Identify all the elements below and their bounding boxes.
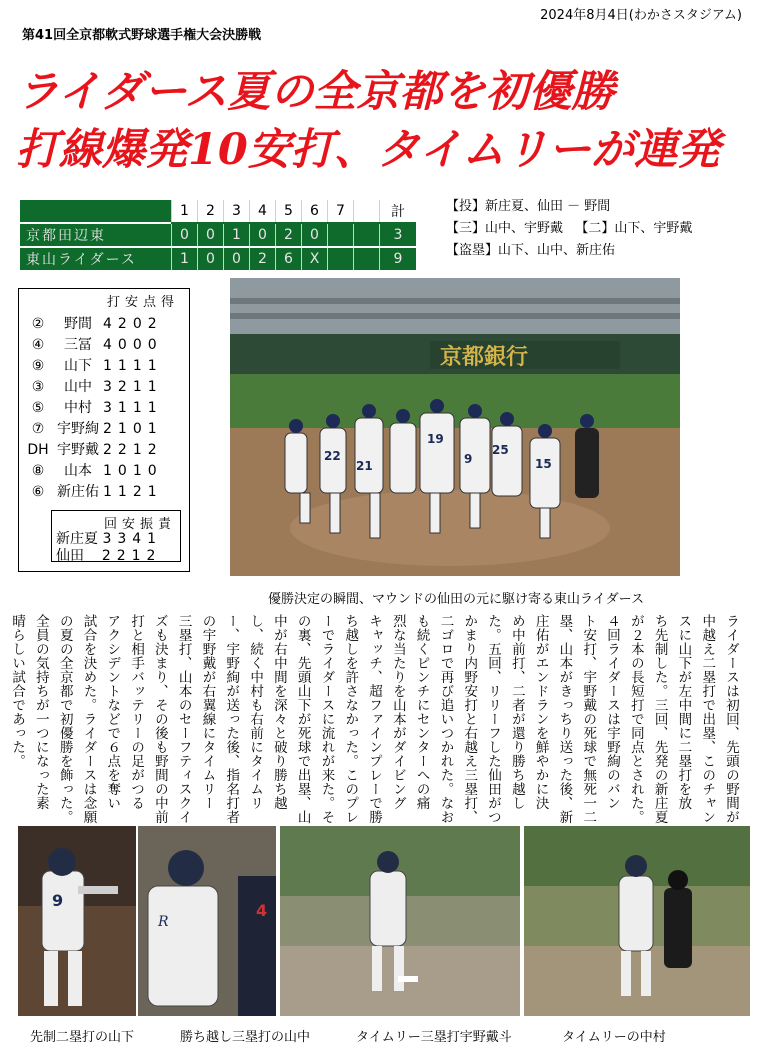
article-line: 試合を決めた。ライダースは念願 [80, 614, 97, 824]
batter-name: 宇野絢 [57, 421, 99, 437]
jersey-number: 4 [256, 901, 268, 920]
celebration-photo [230, 278, 680, 576]
pitching-stats-box [51, 510, 181, 562]
inning-score: 2 [276, 223, 302, 247]
batter-stats: 1010 [103, 463, 163, 479]
article-line: ト安打、宇野戴の死球で無死一二 [580, 614, 597, 824]
photo-yamanaka-illustration [138, 826, 276, 1016]
caption-nakamura: タイムリーの中村 [562, 1030, 666, 1045]
batter-name: 山本 [64, 463, 92, 479]
article-line: かまり内野安打と右越え三塁打、 [461, 614, 478, 824]
batter-stats: 1121 [103, 484, 163, 500]
inning-score: 6 [276, 247, 302, 270]
batter-position: ⑨ [31, 358, 45, 374]
jersey-number: 25 [492, 443, 509, 457]
batter-name: 三冨 [64, 337, 92, 353]
article-line: 全員の気持ちが一つになった素 [32, 614, 49, 810]
record-pitchers: 【投】新庄夏、仙田 － 野間 [446, 199, 611, 214]
article-line: た。五回、リリーフした仙田がつ [485, 614, 502, 824]
record-extra-base [446, 218, 692, 240]
game-records [446, 196, 692, 262]
batter-row [23, 460, 163, 480]
event-title: 第41回全京都軟式野球選手権大会決勝戦 [22, 28, 262, 43]
batter-stats: 3111 [103, 400, 163, 416]
inning-score [328, 247, 354, 270]
batting-stats-box [18, 288, 190, 572]
article-line: し、続く中村も右前にタイムリ [247, 614, 264, 810]
article-line: 三塁打、山本のセーフティスクイ [175, 614, 192, 824]
article-line: キャッチ、超ファインプレーで勝 [366, 614, 383, 824]
inning-score: 2 [250, 247, 276, 270]
inning-score [354, 247, 380, 270]
batter-stats: 2101 [103, 421, 163, 437]
batter-row [23, 481, 163, 501]
scoreboard-corner [20, 200, 172, 223]
article-body [9, 614, 742, 826]
jersey-number: 9 [464, 452, 473, 466]
batter-stats: 3211 [103, 379, 163, 395]
article-line: ち先制した。三回、先発の新庄夏 [651, 614, 668, 824]
batter-row [23, 355, 163, 375]
jersey-number: 9 [52, 891, 64, 910]
inning-header [354, 200, 380, 223]
article-line: も続くピンチにセンターへの痛 [413, 614, 430, 810]
photo-yamashita-illustration [18, 826, 136, 1016]
batter-position: ③ [31, 379, 45, 395]
batter-name: 野間 [64, 316, 92, 332]
article-line: 塁、山本がきっちり送った後、新 [556, 614, 573, 824]
total-score: 9 [380, 247, 417, 270]
inning-score: 0 [198, 223, 224, 247]
batting-header: 打安点得 [107, 295, 180, 310]
scoreboard [20, 200, 416, 270]
pitcher-stats: 2212 [101, 548, 162, 564]
date-venue: 2024年8月4日(わかさスタジアム) [540, 8, 742, 23]
article-line: ー、宇野絢が送った後、指名打者 [223, 614, 240, 824]
photo-yamanaka [138, 826, 276, 1016]
article-line: が２本の長短打で同点とされた。 [627, 614, 644, 824]
photo-nakamura-illustration [524, 826, 750, 1016]
batter-stats: 4202 [103, 316, 163, 332]
photo-yamashita [18, 826, 136, 1016]
batter-stats: 1111 [103, 358, 163, 374]
batter-row [23, 334, 163, 354]
article-line: 烈な当たりを山本がダイビング [389, 614, 406, 810]
article-line: ４回ライダースは宇野絢のバン [604, 614, 621, 810]
inning-score [354, 223, 380, 247]
batter-name: 新庄佑 [57, 484, 99, 500]
batter-position: ④ [31, 337, 45, 353]
inning-score: 0 [250, 223, 276, 247]
total-score: 3 [380, 223, 417, 247]
batter-row [23, 418, 163, 438]
photo-unodai [280, 826, 520, 1016]
article-line: 中が右中間を深々と破り勝ち越 [270, 614, 287, 810]
inning-header: 3 [224, 200, 250, 223]
record-triples: 【三】山中、宇野戴 [446, 221, 564, 236]
batter-row [23, 439, 163, 459]
headline-main: ライダース夏の全京都を初優勝 [16, 67, 615, 117]
pitcher-row [56, 545, 161, 565]
article-line: の夏の全京都で初優勝を飾った。 [56, 614, 73, 824]
article-line: ズも決まり、その後も野間の中前 [151, 614, 168, 824]
article-line: ーでライダースに流れが来た。そ [318, 614, 335, 824]
main-photo-caption: 優勝決定の瞬間、マウンドの仙田の元に駆け寄る東山ライダース [268, 592, 644, 607]
inning-header: 1 [172, 200, 198, 223]
batter-position: ② [31, 316, 45, 332]
batter-position: ⑦ [31, 421, 45, 437]
inning-score: 1 [172, 247, 198, 270]
record-steals: 【盗塁】山下、山中、新庄佑 [446, 243, 616, 258]
scoreboard-row-visitor [20, 223, 416, 247]
caption-yamanaka: 勝ち越し三塁打の山中 [180, 1030, 311, 1045]
batter-name: 山中 [64, 379, 92, 395]
article-line: スに山下が左中間に二塁打を放 [675, 614, 692, 810]
stadium-banner-text: 京都銀行 [440, 345, 529, 370]
jersey-number: 22 [324, 449, 341, 463]
article-line: の裏、先頭山下が死球で出塁、山 [294, 614, 311, 824]
inning-header: 2 [198, 200, 224, 223]
inning-score: 0 [224, 247, 250, 270]
scoreboard-row-home [20, 247, 416, 270]
celebration-photo-illustration [230, 278, 680, 576]
pitching-header: 回安振責 [104, 517, 177, 532]
inning-score: 1 [224, 223, 250, 247]
pitcher-name: 新庄夏 [56, 531, 98, 547]
article-line: 庄佑がエンドランを鮮やかに決 [532, 614, 549, 810]
inning-header: 5 [276, 200, 302, 223]
batter-row [23, 397, 163, 417]
article-line: 打と相手バッテリーの足がつる [128, 614, 145, 810]
inning-score: 0 [172, 223, 198, 247]
inning-header: 6 [302, 200, 328, 223]
headline-sub: 打線爆発10安打、タイムリーが連発 [16, 125, 720, 175]
inning-header: 7 [328, 200, 354, 223]
article-line: 晴らしい試合であった。 [9, 614, 26, 768]
inning-score: 0 [302, 223, 328, 247]
photo-unodai-illustration [280, 826, 520, 1016]
article-line: ち越しを許さなかった。このプレ [342, 614, 359, 824]
caption-unodai: タイムリー三塁打宇野戴斗 [356, 1030, 512, 1045]
batter-position: ⑧ [31, 463, 45, 479]
inning-score: X [302, 247, 328, 270]
total-header: 計 [380, 200, 417, 223]
batter-position: DH [27, 442, 49, 458]
batter-name: 中村 [64, 400, 92, 416]
article-line: め中前打、二者が還り勝ち越し [508, 614, 525, 810]
photo-nakamura [524, 826, 750, 1016]
team-name: 東山ライダース [20, 247, 172, 270]
jersey-number: 15 [535, 457, 552, 471]
record-doubles: 【二】山下、宇野戴 [575, 221, 693, 236]
article-line: 二ゴロで再び追いつかれた。なお [437, 614, 454, 824]
batter-stats: 4000 [103, 337, 163, 353]
batter-position: ⑤ [31, 400, 45, 416]
batter-row [23, 376, 163, 396]
svg-text:R: R [158, 914, 169, 930]
inning-score [328, 223, 354, 247]
article-line: の宇野戴が右翼線にタイムリー [199, 614, 216, 810]
pitcher-name: 仙田 [56, 548, 84, 564]
jersey-number: 21 [356, 459, 373, 473]
article-line: ライダースは初回、先頭の野間が [723, 614, 739, 824]
caption-yamashita: 先制二塁打の山下 [30, 1030, 135, 1045]
inning-score: 0 [198, 247, 224, 270]
inning-header: 4 [250, 200, 276, 223]
article-line: 中越え二塁打で出塁、このチャン [699, 614, 716, 824]
jersey-number: 19 [427, 432, 444, 446]
article-line: アクシデントなどで６点を奪い [104, 614, 121, 810]
batter-row [23, 313, 163, 333]
batter-name: 宇野戴 [57, 442, 99, 458]
pitcher-stats: 3341 [102, 531, 163, 547]
team-name: 京都田辺東 [20, 223, 172, 247]
batter-name: 山下 [64, 358, 92, 374]
batter-position: ⑥ [31, 484, 45, 500]
batter-stats: 2212 [103, 442, 163, 458]
